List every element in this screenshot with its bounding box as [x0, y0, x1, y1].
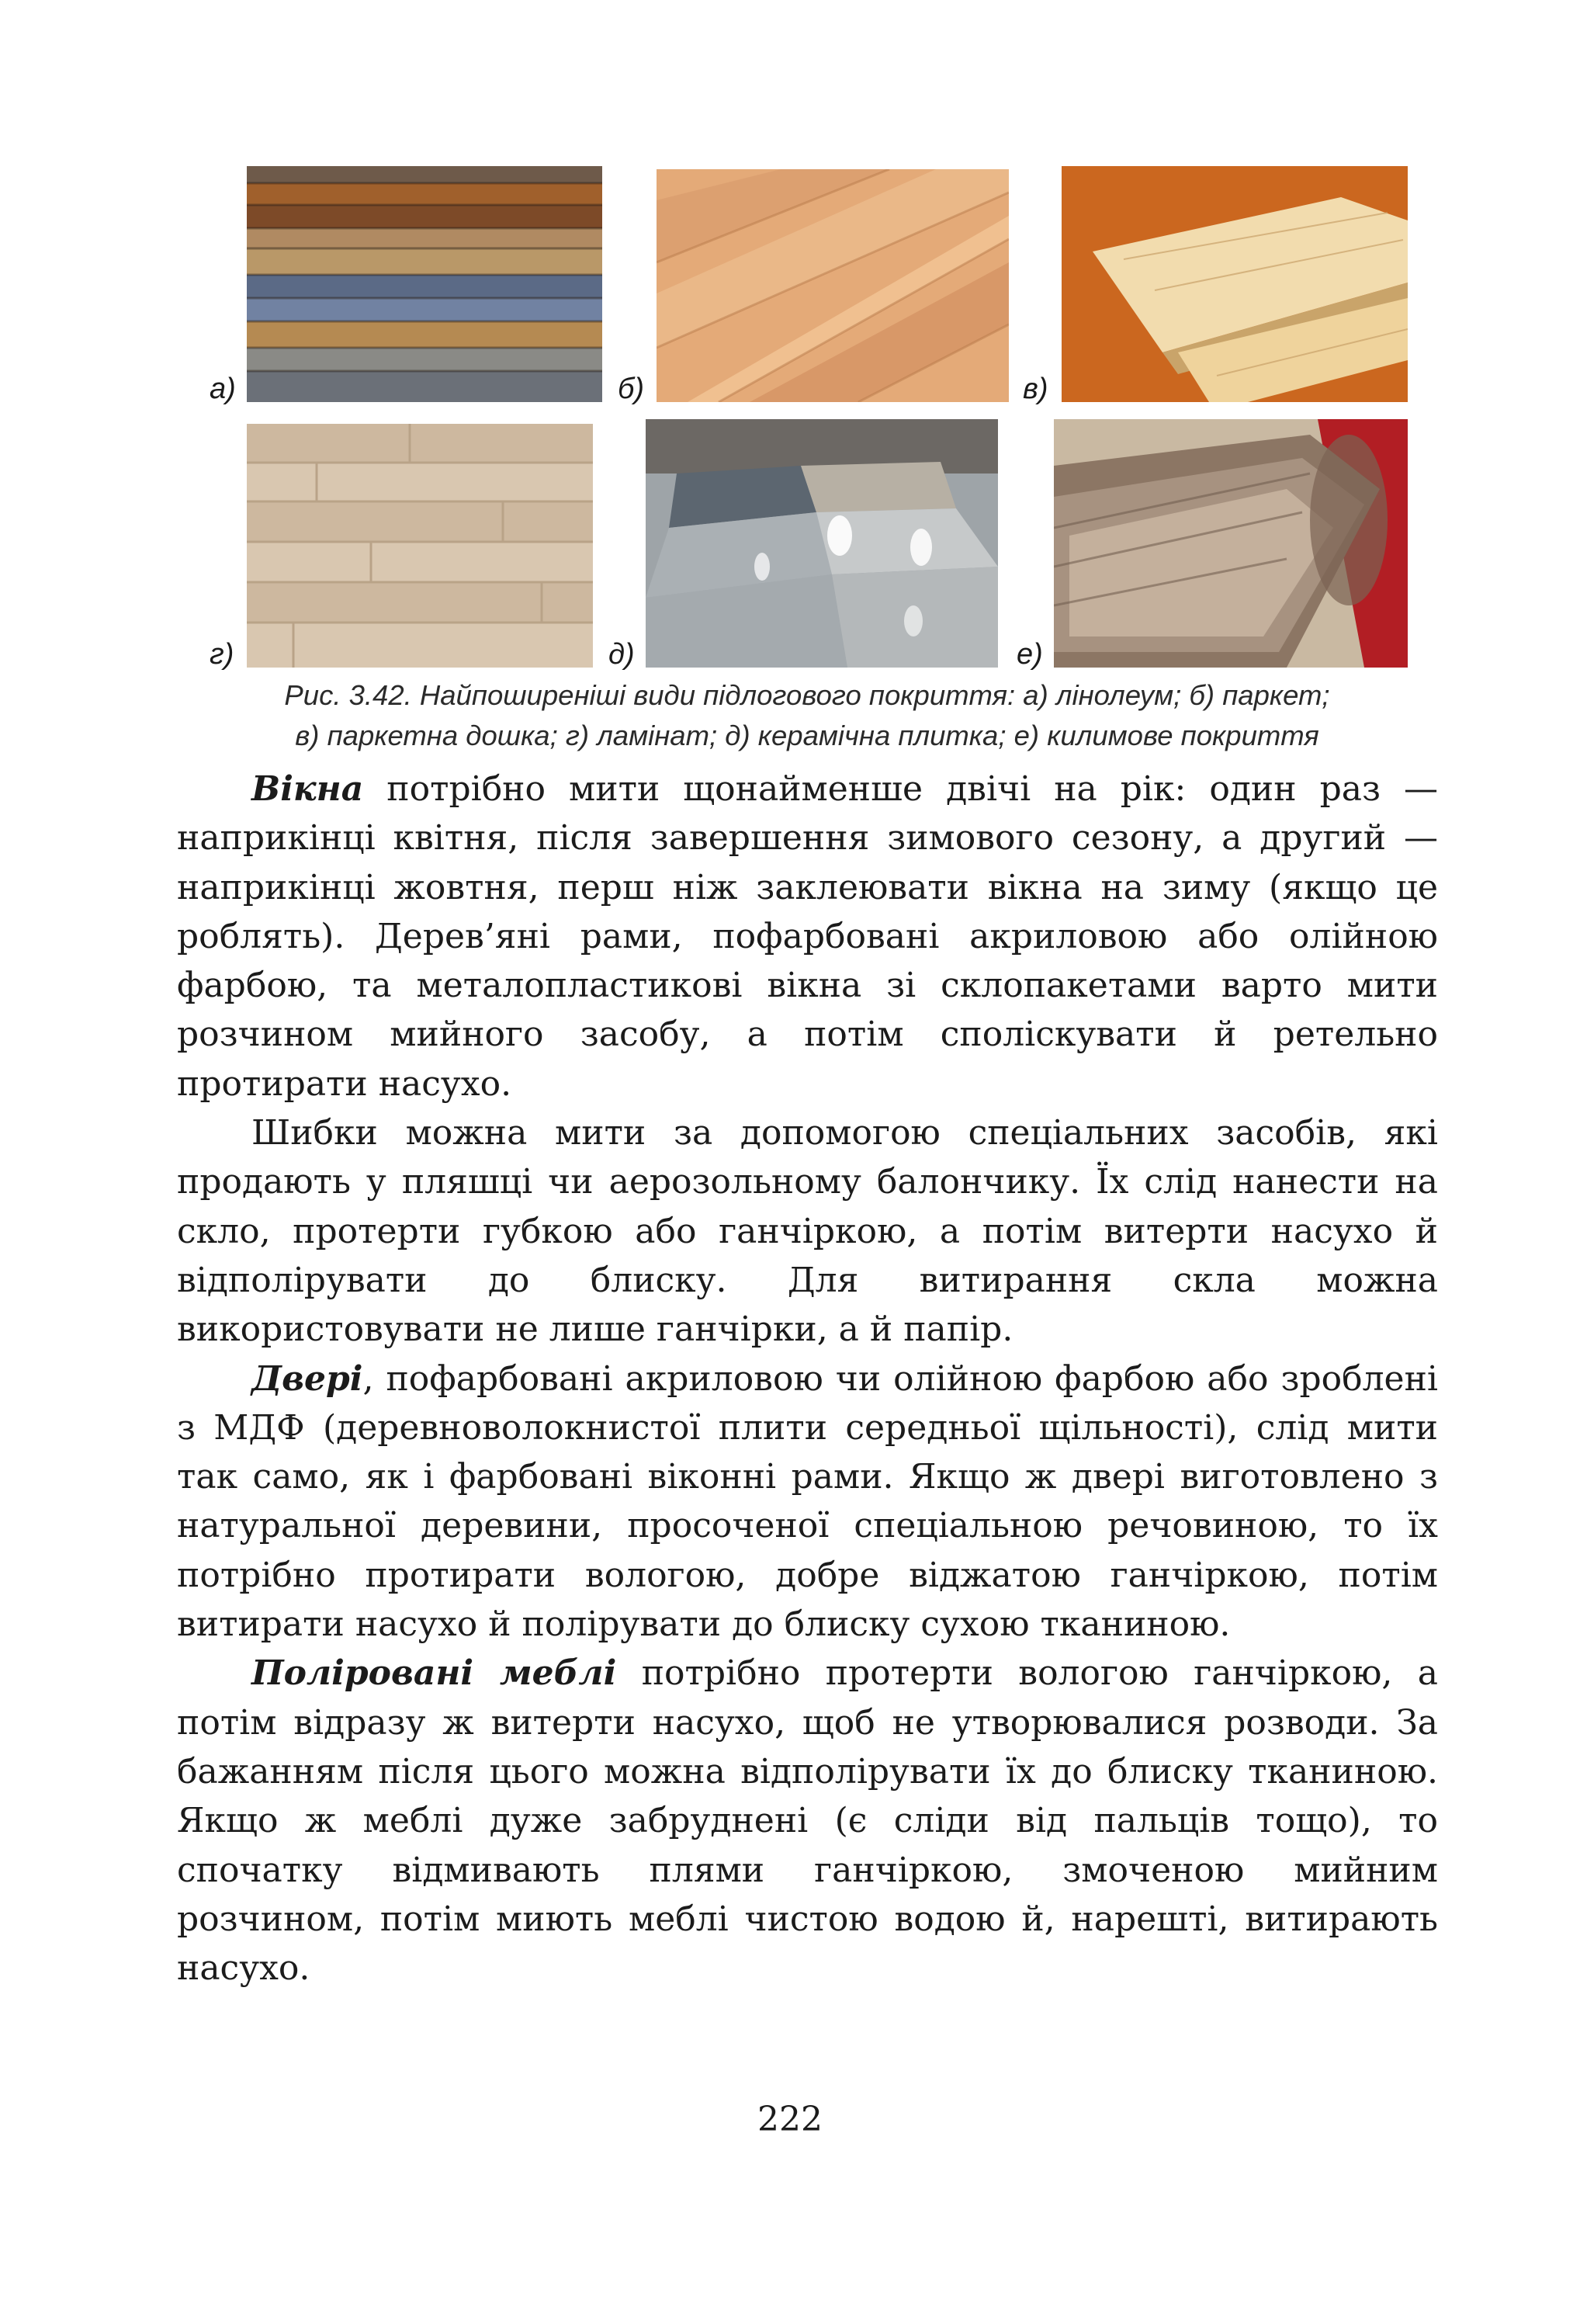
figure-label-e: д) [608, 638, 635, 671]
page-number: 222 [757, 2100, 823, 2139]
figure-caption-line-2: в) паркетна дошка; г) ламінат; д) керамічна плитка; е) килимове покриття [295, 720, 1319, 751]
figure-caption-line-1: Рис. 3.42. Найпоширеніші види підлогового покриття: а) лінолеум; б) паркет; [284, 679, 1330, 711]
term-polished-furniture: Поліровані меблі [251, 1653, 617, 1694]
linoleum-rolls-photo [247, 166, 602, 402]
paragraph-doors [177, 1355, 1438, 1649]
carpet-photo [1054, 419, 1408, 668]
parquet-photo [657, 169, 1009, 402]
paragraph-doors-text: , пофарбовані акриловою чи олійною фарбою або зроблені з МДФ (деревноволокнистої плити середньої щільності), слід мити так само, як і фарбовані віконні рами. Якщо ж двері виготовлено з натуральної деревини, просоченої спеціальною речовиною, то їх потрібно протирати вологою, добре віджатою ганчіркою, потім витирати насухо й полірувати до блиску сухою тканиною. [177, 1358, 1438, 1645]
paragraph-polished-furniture [177, 1649, 1438, 1993]
paragraph-windows-text: потрібно мити щонайменше двічі на рік: один раз — наприкінці квітня, після завершення зимового сезону, а другий — наприкінці жовтня, перш ніж заклеювати вікна на зиму (якщо це роблять). Дерев’яні рами, пофарбовані акриловою або олійною фарбою, та металопластикові вікна зі склопакетами варто мити розчином мийного засобу, а потім споліскувати й ретельно протирати насухо. [177, 769, 1438, 1104]
paragraph-glass-text: Шибки можна мити за допомогою спеціальних засобів, які продають у пляшці чи аерозольному балончику. Їх слід нанести на скло, протерти губкою або ганчіркою, а потім витерти насухо й відполірувати до блиску. Для витирання скла можна використовувати не лише ганчірки, а й папір. [177, 1113, 1438, 1350]
paragraph-glass [177, 1108, 1438, 1354]
figure-label-f: е) [1017, 638, 1043, 671]
term-windows: Вікна [251, 769, 364, 809]
paragraph-windows [177, 765, 1438, 1108]
figure-label-b: б) [618, 373, 645, 405]
ceramic-tile-photo [646, 419, 998, 668]
parquet-board-photo [1062, 166, 1408, 402]
laminate-photo [247, 424, 593, 668]
body-text [177, 765, 1438, 1993]
figure-caption [171, 675, 1443, 756]
figure-label-c: в) [1023, 373, 1048, 405]
term-doors: Двері [251, 1358, 363, 1399]
paragraph-polished-furniture-text: потрібно протерти вологою ганчіркою, а потім відразу ж витерти насухо, щоб не утворювалися розводи. За бажанням після цього можна відполірувати їх до блиску тканиною. Якщо ж меблі дуже забруднені (є сліди від пальців тощо), то спочатку відмивають плями ганчіркою, змоченою мийним розчином, потім миють меблі чистою водою й, нарешті, витирають насухо. [177, 1653, 1438, 1989]
figure-label-d: г) [210, 638, 234, 671]
figure-label-a: а) [210, 373, 236, 405]
